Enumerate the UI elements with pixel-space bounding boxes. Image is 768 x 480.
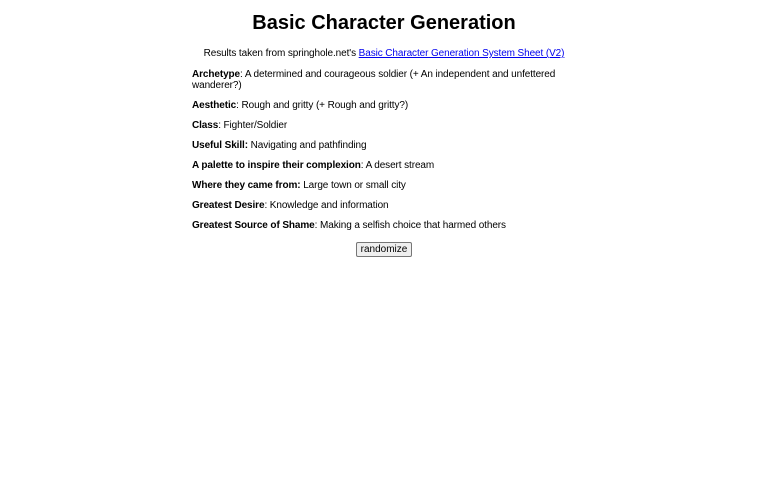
page-content bbox=[192, 0, 576, 257]
credit-line bbox=[192, 48, 576, 60]
entry-label: Greatest Source of Shame bbox=[192, 220, 315, 231]
character-entry bbox=[192, 120, 576, 131]
entry-separator: : bbox=[218, 120, 224, 131]
entry-value: Fighter/Soldier bbox=[223, 120, 288, 131]
character-entry bbox=[192, 69, 576, 91]
entry-label: Class bbox=[192, 120, 219, 131]
entry-label: Useful Skill: bbox=[192, 140, 248, 151]
credit-prefix: Results taken from springhole.net's bbox=[203, 48, 359, 59]
entry-value: A determined and courageous soldier (+ An independent and unfettered wanderer?) bbox=[192, 69, 556, 91]
entry-value: Making a selfish choice that harmed others bbox=[320, 220, 506, 231]
entry-separator: : bbox=[360, 160, 366, 171]
character-entry bbox=[192, 100, 576, 111]
entry-separator: : bbox=[240, 69, 245, 80]
character-entry bbox=[192, 140, 576, 151]
entry-value: Rough and gritty (+ Rough and gritty?) bbox=[241, 100, 409, 111]
character-entry bbox=[192, 220, 576, 231]
entry-label: Greatest Desire bbox=[192, 200, 265, 211]
entry-separator: : bbox=[236, 100, 242, 111]
entry-label: Archetype bbox=[192, 69, 241, 80]
entry-value: Navigating and pathfinding bbox=[250, 140, 367, 151]
character-entry bbox=[192, 160, 576, 171]
entry-separator: : bbox=[314, 220, 321, 231]
entry-label: A palette to inspire their complexion bbox=[192, 160, 361, 171]
character-entry bbox=[192, 180, 576, 191]
entry-label: Where they came from: bbox=[192, 180, 301, 191]
entry-label: Aesthetic bbox=[192, 100, 237, 111]
character-entry bbox=[192, 200, 576, 211]
entry-value: Knowledge and information bbox=[269, 200, 389, 211]
source-sheet-link[interactable]: Basic Character Generation System Sheet (V2) bbox=[358, 48, 565, 59]
entry-value: A desert stream bbox=[365, 160, 435, 171]
randomize-button[interactable]: randomize bbox=[356, 242, 413, 257]
entry-separator: : bbox=[264, 200, 270, 211]
page-title: Basic Character Generation bbox=[252, 12, 516, 34]
entry-value: Large town or small city bbox=[303, 180, 406, 191]
character-entries bbox=[192, 69, 576, 231]
